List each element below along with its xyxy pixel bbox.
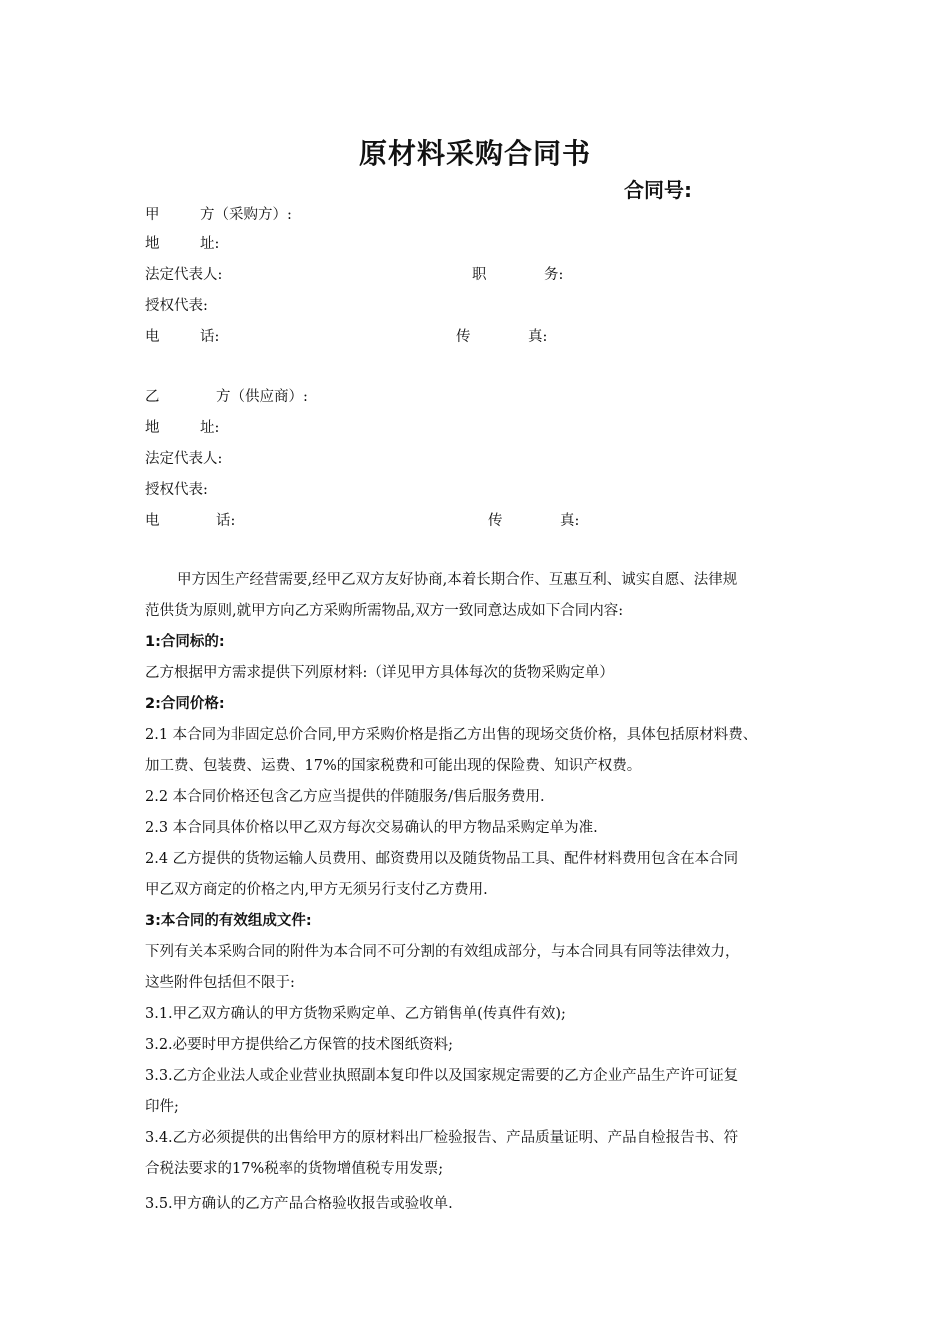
party-a-fax-2: 真: <box>528 329 548 345</box>
clause-3-4-line-1: 3.4.乙方必须提供的出售给甲方的原材料出厂检验报告、产品质量证明、产品自检报告书、符 <box>145 1130 739 1146</box>
party-b-fax-2: 真: <box>560 513 580 529</box>
clause-3-1: 3.1.甲乙双方确认的甲方货物采购定单、乙方销售单(传真件有效); <box>145 1006 566 1022</box>
party-a-auth-rep: 授权代表: <box>145 298 208 314</box>
clause-2-4-line-1: 2.4 乙方提供的货物运输人员费用、邮资费用以及随货物品工具、配件材料费用包含在本合同 <box>145 851 739 867</box>
party-a-address-1: 地 <box>145 236 160 252</box>
party-a-phone-2: 话: <box>200 329 220 345</box>
party-a-position-1: 职 <box>472 267 487 283</box>
section-1-text: 乙方根据甲方需求提供下列原材料:（详见甲方具体每次的货物采购定单） <box>145 665 614 681</box>
party-a-rep: 法定代表人: <box>145 267 223 283</box>
party-a-label-2: 方（采购方）: <box>200 207 292 223</box>
section-2-heading: 2:合同价格: <box>145 696 225 712</box>
document-title: 原材料采购合同书 <box>358 137 591 170</box>
clause-2-4-line-2: 甲乙双方商定的价格之内,甲方无须另行支付乙方费用. <box>145 882 488 898</box>
party-b-label-2: 方（供应商）: <box>216 389 308 405</box>
intro-line-2: 范供货为原则,就甲方向乙方采购所需物品,双方一致同意达成如下合同内容: <box>145 603 624 619</box>
section-3-intro-line-2: 这些附件包括但不限于: <box>145 975 295 991</box>
section-3-intro-line-1: 下列有关本采购合同的附件为本合同不可分割的有效组成部分，与本合同具有同等法律效力， <box>145 944 740 960</box>
clause-3-4-line-2: 合税法要求的17%税率的货物增值税专用发票; <box>145 1161 444 1177</box>
section-1-heading: 1:合同标的: <box>145 634 225 650</box>
party-a-label-1: 甲 <box>145 207 160 223</box>
clause-2-2: 2.2 本合同价格还包含乙方应当提供的伴随服务/售后服务费用. <box>145 789 545 805</box>
clause-3-3-line-2: 印件; <box>145 1099 179 1115</box>
party-a-position-2: 务: <box>544 267 564 283</box>
clause-3-3-line-1: 3.3.乙方企业法人或企业营业执照副本复印件以及国家规定需要的乙方企业产品生产许可证复 <box>145 1068 739 1084</box>
party-b-label-1: 乙 <box>145 389 160 405</box>
party-b-fax-1: 传 <box>488 513 503 529</box>
clause-2-1-line-2: 加工费、包装费、运费、17%的国家税费和可能出现的保险费、知识产权费。 <box>145 758 642 774</box>
clause-2-3: 2.3 本合同具体价格以甲乙双方每次交易确认的甲方物品采购定单为准. <box>145 820 598 836</box>
intro-line-1: 甲方因生产经营需要,经甲乙双方友好协商,本着长期合作、互惠互利、诚实自愿、法律规 <box>177 572 738 588</box>
party-a-fax-1: 传 <box>456 329 471 345</box>
party-b-address-2: 址: <box>200 420 220 436</box>
section-3-heading: 3:本合同的有效组成文件: <box>145 913 312 929</box>
party-b-phone-2: 话: <box>216 513 236 529</box>
clause-3-2: 3.2.必要时甲方提供给乙方保管的技术图纸资料; <box>145 1037 454 1053</box>
clause-2-1-line-1: 2.1 本合同为非固定总价合同,甲方采购价格是指乙方出售的现场交货价格，具体包括原材料费、 <box>145 727 758 743</box>
contract-number-label: 合同号: <box>624 178 692 202</box>
party-a-address-2: 址: <box>200 236 220 252</box>
party-a-phone-1: 电 <box>145 329 160 345</box>
party-b-phone-1: 电 <box>145 513 160 529</box>
clause-3-5: 3.5.甲方确认的乙方产品合格验收报告或验收单. <box>145 1196 453 1212</box>
party-b-rep: 法定代表人: <box>145 451 223 467</box>
party-b-address-1: 地 <box>145 420 160 436</box>
party-b-auth-rep: 授权代表: <box>145 482 208 498</box>
